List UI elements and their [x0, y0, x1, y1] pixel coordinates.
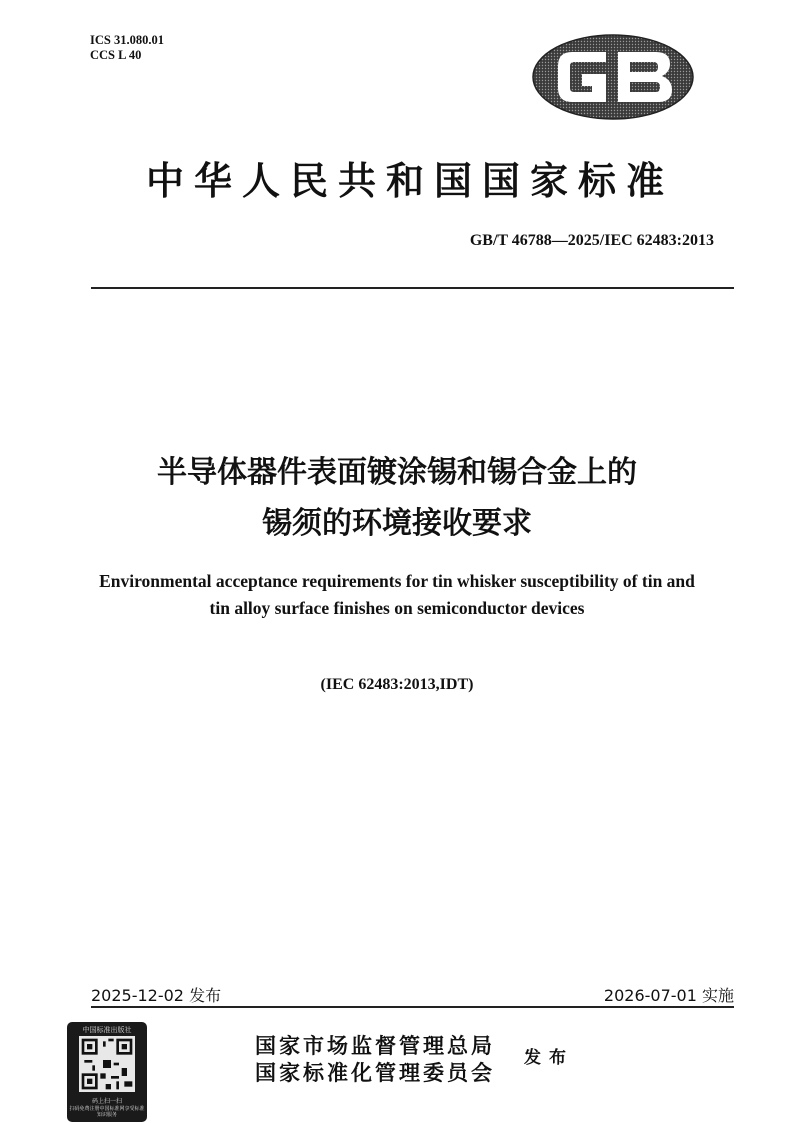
- footer-divider: [91, 1006, 734, 1008]
- gb-logo-icon: [532, 34, 694, 120]
- qr-sticker[interactable]: [67, 1022, 147, 1122]
- sticker-scan-label: 码上扫一扫: [91, 1098, 122, 1105]
- implementation-date: 2026-07-01 实施: [603, 986, 734, 1005]
- qr-code-icon[interactable]: [79, 1036, 135, 1092]
- ics-code: ICS 31.080.01: [90, 33, 164, 47]
- issue-date: 2025-12-02 发布: [91, 986, 222, 1005]
- header-divider: [91, 287, 734, 289]
- publisher-line-1: 国家市场监督管理总局: [255, 1033, 495, 1058]
- iec-equivalence: (IEC 62483:2013,IDT): [320, 676, 474, 693]
- title-english-line-1: Environmental acceptance requirements for tin whisker susceptibility of tin and: [99, 571, 695, 591]
- ccs-code: CCS L 40: [90, 48, 142, 62]
- title-chinese-line-1: 半导体器件表面镀涂锡和锡合金上的: [157, 455, 637, 490]
- standard-number: GB/T 46788—2025/IEC 62483:2013: [469, 232, 714, 249]
- classification-codes: [90, 33, 164, 63]
- title-chinese-line-2: 锡须的环境接收要求: [262, 506, 532, 541]
- publish-label: 发布: [524, 1048, 574, 1068]
- sticker-note: 扫码免费注册中国标准网享受标准知识服务: [69, 1106, 145, 1118]
- standard-type: 中华人民共和国国家标准: [145, 158, 674, 203]
- sticker-header: 中国标准出版社: [82, 1026, 132, 1034]
- title-english-line-2: tin alloy surface finishes on semiconductor devices: [209, 598, 585, 618]
- publisher-line-2: 国家标准化管理委员会: [255, 1060, 495, 1085]
